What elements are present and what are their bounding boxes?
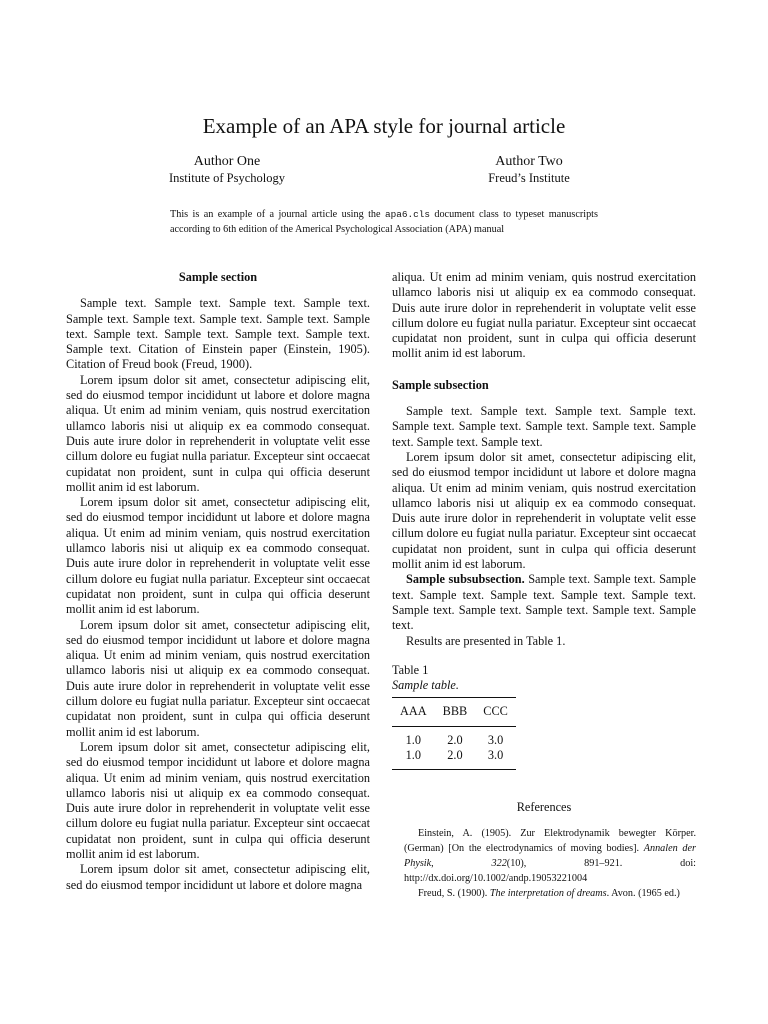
table-header-cell: BBB [442,704,468,719]
abstract-code: apa6.cls [384,209,430,220]
table-cell: 3.0 [487,732,504,747]
abstract-text: document class to typeset manuscripts according to 6th edition of the Americal Psychological Association (APA) manual [170,209,598,235]
abstract-text: This is an example of a journal article using the [170,209,385,220]
abstract [170,207,598,237]
table-cell: 3.0 [487,748,504,763]
table-row [392,726,516,748]
reference-entry [392,886,696,901]
body-paragraph: Lorem ipsum dolor sit amet, consectetur adipiscing elit, sed do eiusmod tempor incididunt ut labore et dolore magna aliqua. Ut enim ad minim veniam, quis nostrud exercitation ullamco laboris nisi ut aliquip ex ea commodo consequat. Duis aute irure dolor in reprehenderit in voluptate velit esse cillum dolore eu fugiat nulla pariatur. Excepteur sint occaecat cupidatat non proident, sunt in culpa qui officia deserunt mollit anim id est laborum. [66,739,370,861]
reference-text: , [431,857,492,869]
body-paragraph: Results are presented in Table 1. [406,633,566,648]
body-paragraph-continued: aliqua. Ut enim ad minim veniam, quis nostrud exercitation ullamco laboris nisi ut aliquip ex ea commodo consequat. Duis aute irure dolor in reprehenderit in voluptate velit esse cillum dolore eu fugiat nulla pariatur. Excepteur sint occaecat cupidatat non proident, sunt in culpa qui officia deserunt mollit anim id est laborum. [392,270,696,361]
body-paragraph: Lorem ipsum dolor sit amet, consectetur adipiscing elit, sed do eiusmod tempor incididunt ut labore et dolore magna aliqua. Ut enim ad minim veniam, quis nostrud exercitation ullamco laboris nisi ut aliquip ex ea commodo consequat. Duis aute irure dolor in reprehenderit in voluptate velit esse cillum dolore eu fugiat nulla pariatur. Excepteur sint occaecat cupidatat non proident, sunt in culpa qui officia deserunt mollit anim id est laborum. [66,372,370,494]
reference-volume: 322 [491,857,507,869]
section-heading: Sample section [178,270,258,284]
subsubsection-text: Sample text. Sample text. Sample text. Sample text. Sample text. Sample text. Sample text. Sample text. Sample text. Sample text. Sample text. Sample text. [392,572,696,633]
body-paragraph: Sample text. Sample text. Sample text. Sample text. Sample text. Sample text. Sample text. Sample text. Sample text. Sample text. Sample text. [392,404,696,449]
subsection-heading: Sample subsection [392,377,489,392]
body-paragraph: Lorem ipsum dolor sit amet, consectetur adipiscing elit, sed do eiusmod tempor incididunt ut labore et dolore magna aliqua. Ut enim ad minim veniam, quis nostrud exercitation ullamco laboris nisi ut aliquip ex ea commodo consequat. Duis aute irure dolor in reprehenderit in voluptate velit esse cillum dolore eu fugiat nulla pariatur. Excepteur sint occaecat cupidatat non proident, sunt in culpa qui officia deserunt mollit anim id est laborum. [392,449,696,572]
subsubsection-heading: Sample subsubsection. [406,572,525,587]
table-title: Sample table. [392,678,459,693]
table-header-cell: AAA [400,704,427,719]
reference-entry [392,826,696,886]
article-title: Example of an APA style for journal article [202,114,566,138]
body-paragraph: Sample text. Sample text. Sample text. Sample text. Sample text. Sample text. Sample text. Sample text. Sample text. Sample text. Sample text. Sample text. Sample text. Sample text. Citation of Einstein paper (Einstein, 1905). Citation of Freud book (Freud, 1900). [66,296,370,372]
reference-text: (10), 891–921. doi: http://dx.doi.org/10.1002/andp.19053221004 [404,857,696,884]
table-cell: 1.0 [405,748,422,763]
subsubsection-paragraph [392,572,696,633]
table-row [392,748,516,770]
table-header-row [392,698,516,726]
reference-text: Einstein, A. (1905). Zur Elektrodynamik bewegter Körper. (German) [On the electrodynamics of moving bodies]. [404,827,696,854]
body-paragraph: Lorem ipsum dolor sit amet, consectetur adipiscing elit, sed do eiusmod tempor incididunt ut labore et dolore magna [66,862,370,892]
reference-text: Freud, S. (1900). [418,887,490,899]
table-cell: 1.0 [405,732,422,747]
right-column [392,270,696,901]
sample-table [392,697,516,770]
reference-book-title: The interpretation of dreams [489,887,607,899]
author-block-2 [444,153,614,186]
reference-journal: Annalen der Physik [404,842,697,869]
left-column [66,270,370,893]
table-cell: 2.0 [447,748,463,763]
reference-text: . Avon. (1965 ed.) [606,887,680,899]
table-header-cell: CCC [483,704,508,719]
body-paragraph: Lorem ipsum dolor sit amet, consectetur adipiscing elit, sed do eiusmod tempor incididunt ut labore et dolore magna aliqua. Ut enim ad minim veniam, quis nostrud exercitation ullamco laboris nisi ut aliquip ex ea commodo consequat. Duis aute irure dolor in reprehenderit in voluptate velit esse cillum dolore eu fugiat nulla pariatur. Excepteur sint occaecat cupidatat non proident, sunt in culpa qui officia deserunt mollit anim id est laborum. [66,495,370,617]
author-block-1 [142,153,312,186]
body-paragraph: Lorem ipsum dolor sit amet, consectetur adipiscing elit, sed do eiusmod tempor incididunt ut labore et dolore magna aliqua. Ut enim ad minim veniam, quis nostrud exercitation ullamco laboris nisi ut aliquip ex ea commodo consequat. Duis aute irure dolor in reprehenderit in voluptate velit esse cillum dolore eu fugiat nulla pariatur. Excepteur sint occaecat cupidatat non proident, sunt in culpa qui officia deserunt mollit anim id est laborum. [66,617,370,739]
table-label: Table 1 [392,662,429,677]
author-affiliation: Freud’s Institute [488,171,570,185]
table-cell: 2.0 [447,732,463,747]
author-name: Author One [193,154,261,169]
author-affiliation: Institute of Psychology [169,171,285,185]
references-heading: References [516,800,572,815]
author-name: Author Two [495,154,563,169]
